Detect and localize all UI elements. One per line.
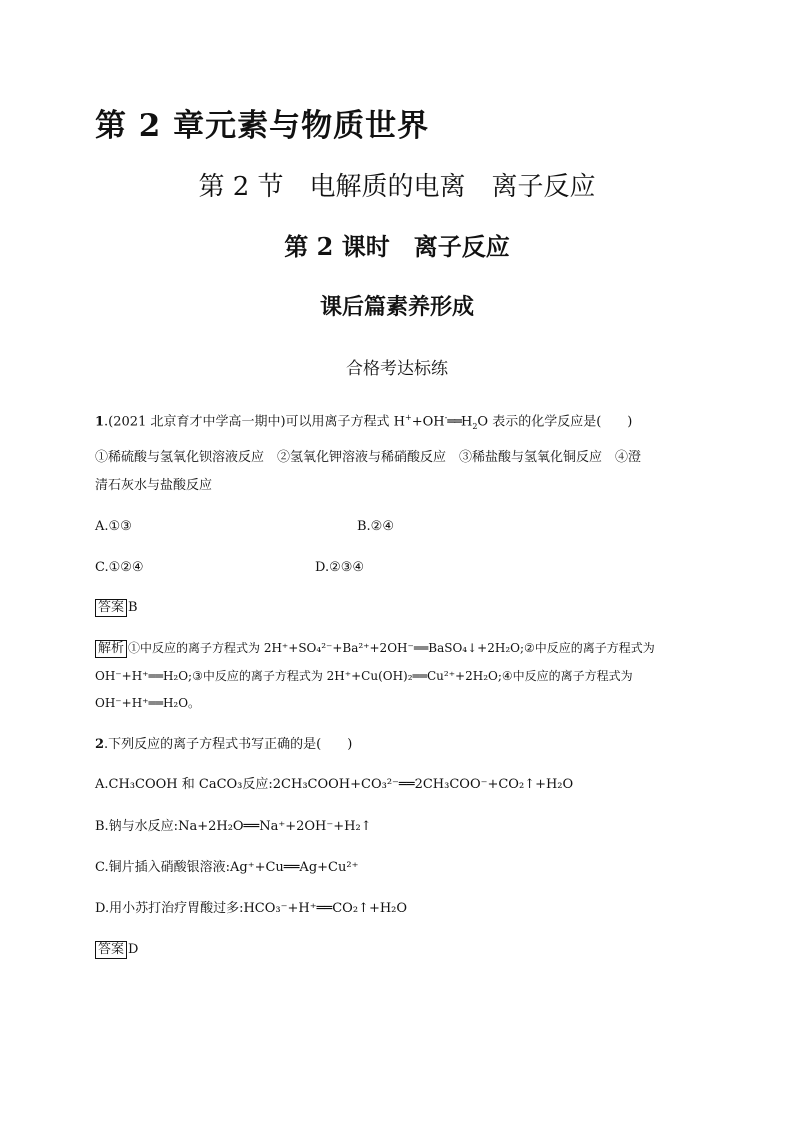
question-1-choices-cd — [95, 558, 695, 578]
question-2-option-b: B.钠与水反应:Na+2H₂O══Na⁺+2OH⁻+H₂↑ — [95, 819, 372, 834]
analysis-tag: 解析 — [95, 640, 127, 658]
question-1-answer — [95, 598, 138, 618]
question-1-analysis-line-2: OH⁻+H⁺══H₂O;③中反应的离子方程式为 2H⁺+Cu(OH)₂══Cu²⁺+2H₂O;④中反应的离子方程式为 — [95, 669, 633, 683]
answer-tag: 答案 — [95, 599, 127, 617]
section-title: 第 2 节 电解质的电离 离子反应 — [198, 172, 596, 202]
question-2-option-c: C.铜片插入硝酸银溶液:Ag⁺+Cu══Ag+Cu²⁺ — [95, 860, 359, 875]
question-1-analysis-line-1: 解析 ①中反应的离子方程式为 2H⁺+SO₄²⁻+Ba²⁺+2OH⁻══BaSO₄↓+2H₂O;②中反应的离子方程式为 — [95, 638, 655, 658]
choice-b: B.②④ — [357, 519, 394, 534]
question-2-option-a: A.CH₃COOH 和 CaCO₃反应:2CH₃COOH+CO₃²⁻══2CH₃COO⁻+CO₂↑+H₂O — [95, 777, 574, 792]
question-1-choices-ab — [95, 517, 695, 537]
choice-a: A.①③ — [95, 519, 132, 534]
question-2-stem: 2.下列反应的离子方程式书写正确的是( ) — [95, 737, 353, 752]
after-class-title: 课后篇素养形成 — [319, 294, 474, 320]
question-1-options-line-2: 清石灰水与盐酸反应 — [95, 478, 213, 493]
answer-value: D — [128, 942, 139, 957]
question-1-stem: 1.(2021 北京育才中学高一期中)可以用离子方程式 $H^++OH^-══H_2O$ 表示的化学反应是( ) — [95, 413, 633, 431]
answer-tag: 答案 — [95, 941, 127, 959]
question-2-option-d: D.用小苏打治疗胃酸过多:HCO₃⁻+H⁺══CO₂↑+H₂O — [95, 901, 408, 916]
question-1-number: 1 — [95, 414, 105, 430]
choice-d: D.②③④ — [315, 560, 365, 575]
lesson-title: 第 2 课时 离子反应 — [284, 232, 510, 261]
question-2-number: 2 — [95, 737, 105, 752]
answer-value: B — [128, 600, 138, 615]
question-1-analysis-line-3: OH⁻+H⁺══H₂O。 — [95, 696, 201, 710]
question-1-options-line-1: ①稀硫酸与氢氧化钡溶液反应 ②氢氧化钾溶液与稀硝酸反应 ③稀盐酸与氢氧化铜反应 ④澄 — [95, 450, 642, 465]
chapter-title: 第 2 章元素与物质世界 — [95, 108, 430, 144]
level-title: 合格考达标练 — [346, 359, 448, 379]
question-2-answer — [95, 940, 138, 960]
choice-c: C.①②④ — [95, 560, 144, 575]
